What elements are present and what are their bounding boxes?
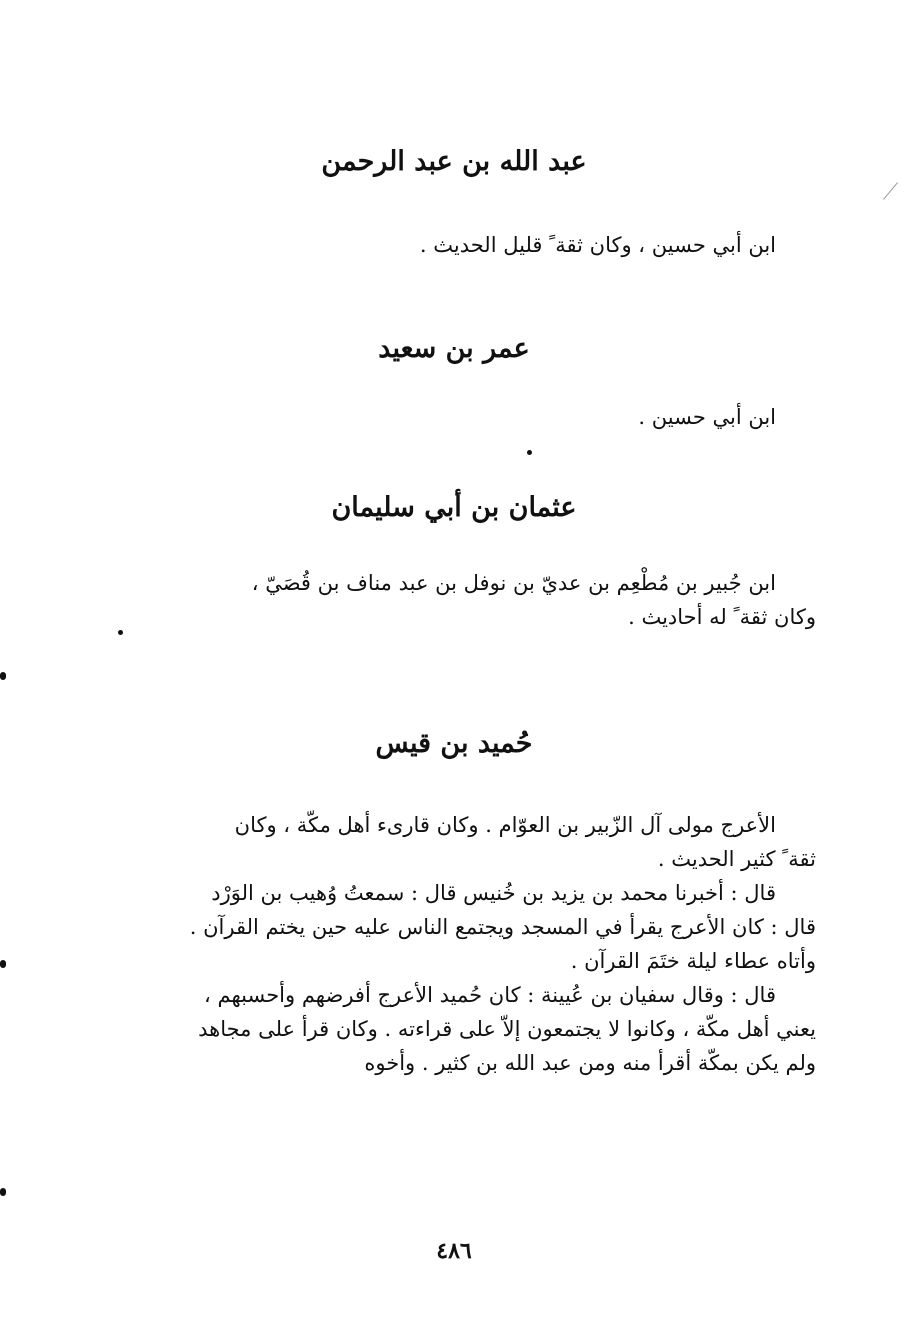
scan-speck <box>118 630 123 635</box>
text-line: وكان ثقة ً له أحاديث . <box>628 605 816 629</box>
entry-text-umar <box>111 400 816 434</box>
edge-mark <box>0 672 6 680</box>
edge-mark <box>0 1188 6 1196</box>
entry-title-umar: عمر بن سعيد <box>378 333 530 364</box>
text-line: ابن أبي حسين ، وكان ثقة ً قليل الحديث . <box>419 233 776 257</box>
text-line: ثقة ً كثير الحديث . <box>657 847 816 871</box>
entry-title-humayd: حُميد بن قيس <box>375 728 533 759</box>
text-line: ابن جُبير بن مُطْعِم بن عديّ بن نوفل بن عبد مناف بن قُصَيّ ، <box>251 571 776 595</box>
text-line: يعني أهل مكّة ، وكانوا لا يجتمعون إلاّ على قراءته . وكان قرأ على مجاهد <box>198 1017 816 1041</box>
text-line: وأتاه عطاء ليلة ختَمَ القرآن . <box>570 949 816 973</box>
text-line: قال : وقال سفيان بن عُيينة : كان حُميد الأعرج أفرضهم وأحسبهم ، <box>204 983 776 1007</box>
text-line: ابن أبي حسين . <box>638 405 776 429</box>
text-line: قال : أخبرنا محمد بن يزيد بن خُنيس قال : سمعتُ وُهيب بن الوَرْد <box>211 881 776 905</box>
page-number: ٤٨٦ <box>436 1238 472 1264</box>
edge-mark <box>0 960 6 968</box>
text-line: الأعرج مولى آل الزّبير بن العوّام . وكان قارىء أهل مكّة ، وكان <box>234 813 776 837</box>
entry-text-abdullah <box>111 228 816 262</box>
entry-title-uthman: عثمان بن أبي سليمان <box>331 492 577 523</box>
entry-text-uthman <box>111 566 816 634</box>
text-line: ولم يكن بمكّة أقرأ منه ومن عبد الله بن كثير . وأخوه <box>364 1051 816 1075</box>
entry-title-abdullah: عبد الله بن عبد الرحمن <box>321 146 587 177</box>
scan-speck <box>527 450 532 455</box>
text-line: قال : كان الأعرج يقرأ في المسجد ويجتمع الناس عليه حين يختم القرآن . <box>189 915 816 939</box>
scan-scratch <box>883 182 898 199</box>
entry-text-humayd <box>111 808 816 1080</box>
